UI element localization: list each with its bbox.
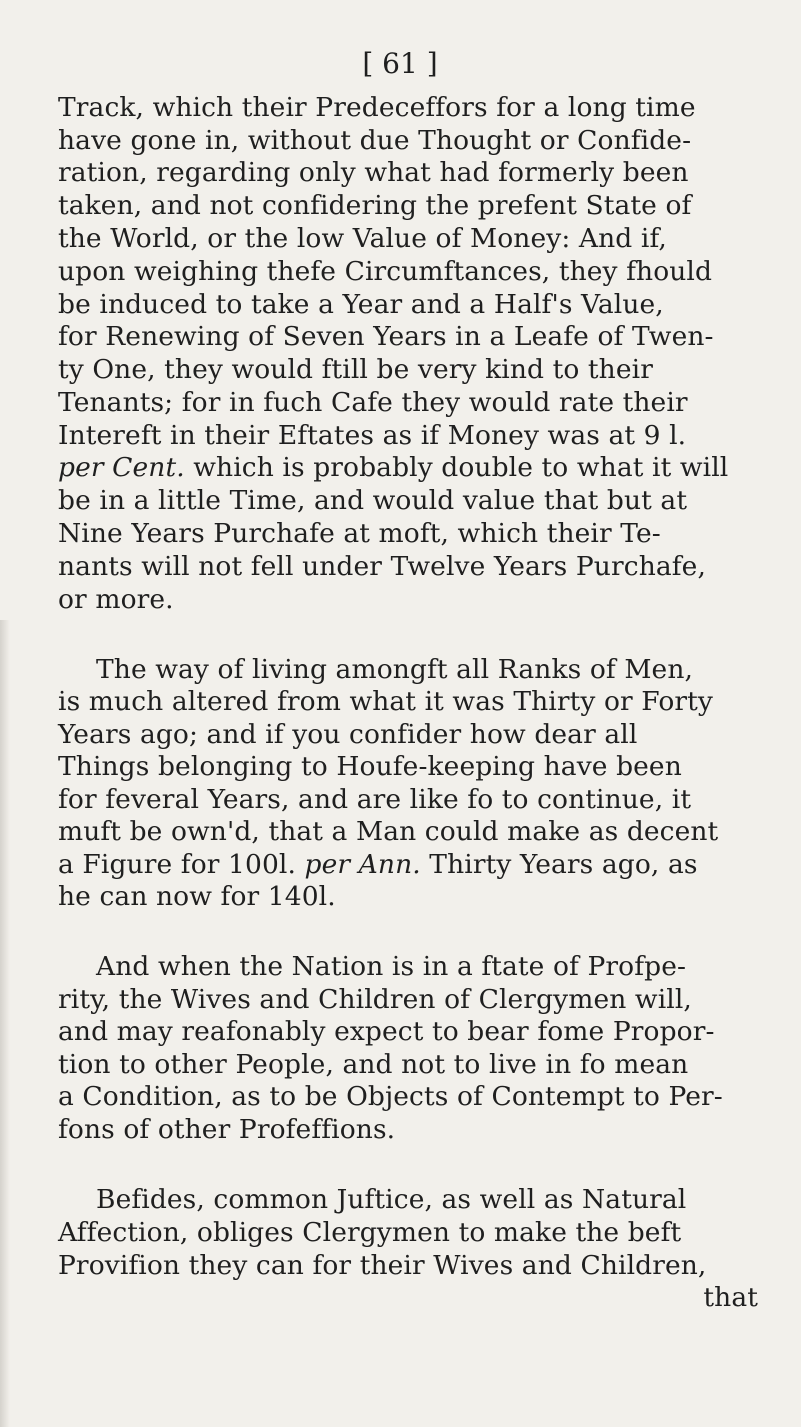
text-line: Provifion they can for their Wives and Children, [58,1250,707,1281]
text-line: for feveral Years, and are like fo to continue, it [58,784,692,815]
text-line: is much altered from what it was Thirty or Forty [58,686,713,717]
text-line: nants will not fell under Twelve Years Purchafe, [58,551,706,582]
text-line: Tenants; for in fuch Cafe they would rate their [58,387,688,418]
text-line: Years ago; and if you confider how dear all [58,719,638,750]
text-line: or more. [58,584,174,615]
text-line: the World, or the low Value of Money: And if, [58,223,667,254]
text-line: be in a little Time, and would value that but at [58,485,688,516]
text-line [58,453,758,483]
latin-phrase: per Ann. [304,849,421,880]
text-line: he can now for 140l. [58,881,336,912]
text-line: Track, which their Predeceffors for a long time [58,92,696,123]
text-line: ty One, they would ftill be very kind to their [58,354,653,385]
text-line-rest: which is probably double to what it will [184,452,729,483]
text-line [58,850,758,880]
text-line: be induced to take a Year and a Half's Value, [58,289,664,320]
text-line: Nine Years Purchafe at moft, which their Te- [58,518,661,549]
binding-shadow [0,620,10,1427]
text-line: muft be own'd, that a Man could make as decent [58,816,719,847]
text-line: The way of living amongft all Ranks of Men, [96,654,694,685]
text-line: have gone in, without due Thought or Confide- [58,125,692,156]
text-line: ration, regarding only what had formerly been [58,157,689,188]
text-line: a Condition, as to be Objects of Contempt to Per- [58,1081,723,1112]
text-line: and may reafonably expect to bear fome Propor- [58,1016,715,1047]
text-line: Things belonging to Houfe-keeping have been [58,751,682,782]
text-line: fons of other Profeffions. [58,1114,396,1145]
latin-phrase: per Cent. [58,452,185,483]
text-line: And when the Nation is in a ftate of Profpe- [96,951,687,982]
text-line: Affection, obliges Clergymen to make the beft [58,1217,682,1248]
text-line: Intereft in their Eftates as if Money was at 9 l. [58,420,687,451]
text-line-rest: Thirty Years ago, as [420,849,698,880]
text-line: for Renewing of Seven Years in a Leafe of Twen- [58,321,714,352]
text-line-start: a Figure for 100l. [58,849,305,880]
text-line: rity, the Wives and Children of Clergymen will, [58,984,692,1015]
catchword: that [703,1282,758,1313]
text-line: tion to other People, and not to live in fo mean [58,1049,689,1080]
text-line: upon weighing thefe Circumftances, they fhould [58,256,713,287]
text-line: Befides, common Juftice, as well as Natural [96,1184,687,1215]
text-line: taken, and not confidering the prefent State of [58,190,692,221]
page-number: [ 61 ] [362,47,438,80]
